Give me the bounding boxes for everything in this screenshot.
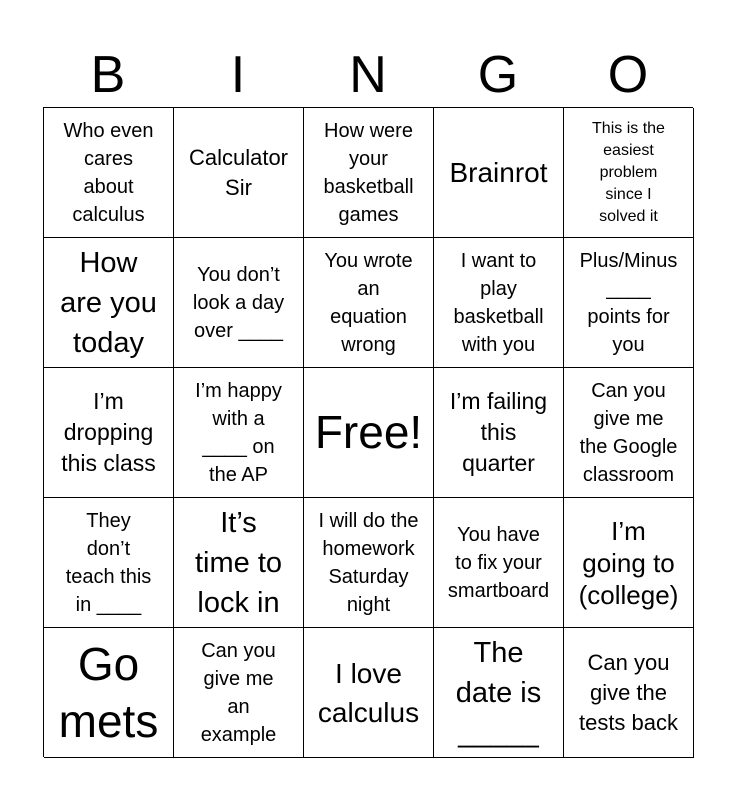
bingo-cell[interactable] [564,368,694,498]
cell-text: They don’t teach this in ____ [65,509,152,616]
cell-text: I’m happy with a ____ on the AP [195,379,282,486]
bingo-cell[interactable] [434,238,564,368]
bingo-cell[interactable] [304,628,434,758]
header-letter-b: B [90,46,126,104]
cell-text: Brainrot [449,157,548,188]
cell-text: Can you give the tests back [578,649,679,735]
cell-text: Who even cares about calculus [63,119,154,226]
bingo-cell[interactable] [564,628,694,758]
header-letter-n: N [349,46,387,104]
bingo-cell[interactable] [174,498,304,628]
bingo-cell[interactable] [564,238,694,368]
free-space-cell[interactable] [304,368,434,498]
bingo-cell[interactable] [174,108,304,238]
cell-text: I’m dropping this class [61,388,156,476]
bingo-cell[interactable] [434,368,564,498]
bingo-cell[interactable] [434,108,564,238]
header-letter-g: G [477,46,519,104]
bingo-cell[interactable] [564,498,694,628]
cell-text: Plus/Minus ____ points for you [579,249,678,356]
bingo-cell[interactable] [44,628,174,758]
cell-text: I want to play basketball with you [453,249,544,356]
cell-text: I’m going to (college) [578,515,679,610]
cell-text: I’m failing this quarter [449,388,548,476]
bingo-cell[interactable] [304,108,434,238]
bingo-cell[interactable] [174,238,304,368]
bingo-cell[interactable] [44,238,174,368]
cell-text: I love calculus [317,657,420,728]
bingo-card-grid [43,107,693,757]
bingo-cell[interactable] [564,108,694,238]
bingo-cell[interactable] [44,498,174,628]
cell-text: Can you give me an example [200,639,277,746]
header-letter-i: I [230,46,246,104]
bingo-header [43,42,693,108]
cell-text: Go mets [58,637,159,747]
cell-text: It’s time to lock in [194,506,283,619]
cell-text: This is the easiest problem since I solved it [592,119,665,225]
cell-text: How are you today [60,246,157,359]
bingo-cell[interactable] [174,368,304,498]
cell-text: Can you give me the Google classroom [579,379,678,486]
bingo-cell[interactable] [304,498,434,628]
cell-text: How were your basketball games [323,119,414,226]
header-letter-o: O [607,46,649,104]
free-space-text: Free! [314,406,423,458]
cell-text: Calculator Sir [188,144,289,200]
cell-text: The date is _____ [455,636,542,749]
bingo-cell[interactable] [174,628,304,758]
cell-text: You wrote an equation wrong [324,249,413,356]
cell-text: I will do the homework Saturday night [318,509,419,616]
bingo-cell[interactable] [434,628,564,758]
bingo-cell[interactable] [44,108,174,238]
bingo-cell[interactable] [44,368,174,498]
cell-text: You don’t look a day over ____ [192,263,285,342]
bingo-cell[interactable] [434,498,564,628]
bingo-cell[interactable] [304,238,434,368]
cell-text: You have to fix your smartboard [447,523,550,602]
